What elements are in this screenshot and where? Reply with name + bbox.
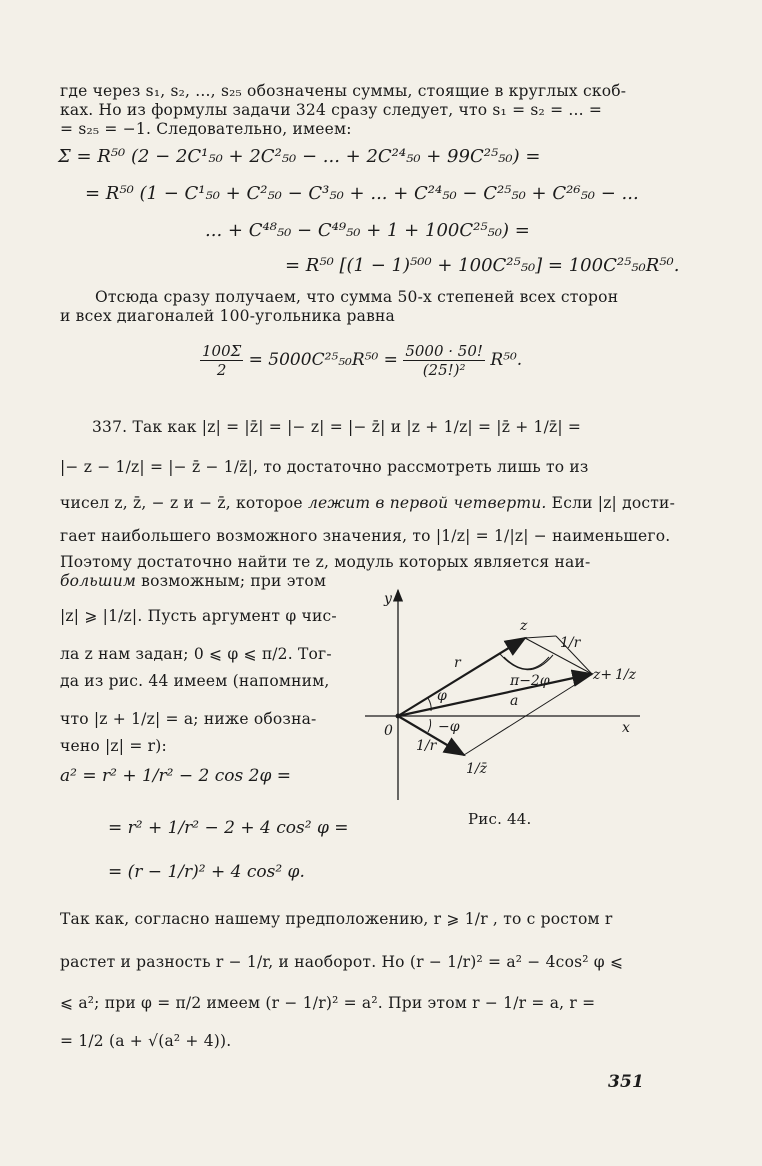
one-over-r-top-label: 1/r [560, 635, 581, 651]
one-over-zbar-label: 1/z̄ [466, 761, 487, 777]
origin-point [396, 714, 401, 719]
text-bottom-3: ⩽ a²; при φ = π/2 имеем (r − 1/r)² = a². При этом r − 1/r = a, r = [60, 994, 596, 1012]
text-paragraph-2: и всех диагоналей 100-угольника равна [60, 307, 395, 325]
problem-337-line-9: да из рис. 44 имеем (напомним, [60, 672, 330, 690]
problem-337-line-3: чисел z, z̄, − z и − z̄, которое лежит в первой четверти. Если |z| дости- [60, 494, 676, 512]
angle-arc-2 [504, 657, 549, 669]
text-bottom-1: Так как, согласно нашему предположению, r ⩾ 1/r , то с ростом r [60, 910, 613, 928]
fraction-2: $\frac{5000 \cdot 50!}{\text{(25!)²}}$ [405, 342, 483, 379]
equation-sum-3: ... + C⁴⁸₅₀ − C⁴⁹₅₀ + 1 + 100C²⁵₅₀) = [205, 220, 530, 241]
equation-result [200, 342, 522, 379]
equation-result-end: R⁵⁰. [490, 350, 523, 370]
text-bottom-2: растет и разность r − 1/r, и наоборот. Но (r − 1/r)² = a² − 4cos² φ ⩽ [60, 953, 624, 971]
one-over-r-bottom-label: 1/r [416, 738, 437, 754]
equation-a-squared-2: = r² + 1/r² − 2 + 4 cos² φ = [108, 818, 349, 838]
vector-z-plus [398, 674, 592, 716]
edge-top [525, 636, 556, 638]
problem-337-line-7: |z| ⩾ |1/z|. Пусть аргумент φ чис- [60, 607, 337, 625]
problem-337-line-2: |− z − 1/z| = |− z̄ − 1/z̄|, то достаточно рассмотреть лишь то из [60, 458, 589, 476]
phi-label: φ [437, 688, 447, 704]
figure-44 [360, 585, 650, 835]
equation-a-squared-3: = (r − 1/r)² + 4 cos² φ. [108, 862, 305, 882]
y-axis-label: y [384, 591, 392, 607]
page-number: 351 [608, 1072, 645, 1092]
angle-arc-1 [500, 654, 553, 670]
problem-337-line-11: чено |z| = r): [60, 737, 167, 755]
angle-label: π−2φ [510, 673, 550, 689]
problem-337-line-10: что |z + 1/z| = a; ниже обозна- [60, 710, 317, 728]
problem-337-line-6: большим возможным; при этом [60, 572, 327, 590]
text-line-1: где через s₁, s₂, ..., s₂₅ обозначены суммы, стоящие в круглых скоб- [60, 82, 627, 100]
problem-337-line-4: гает наибольшего возможного значения, то |1/z| = 1/|z| − наименьшего. [60, 527, 671, 545]
text-line-3: = s₂₅ = −1. Следовательно, имеем: [60, 120, 352, 138]
problem-337-line-5: Поэтому достаточно найти те z, модуль которых является наи- [60, 553, 591, 571]
text-line-2: ках. Но из формулы задачи 324 сразу следует, что s₁ = s₂ = ... = [60, 101, 603, 119]
one-over-z-plus-label: 1/z [615, 667, 636, 683]
problem-337-line-1: 337. Так как |z| = |z̄| = |− z| = |− z̄| и |z + 1/z| = |z̄ + 1/z̄| = [92, 418, 582, 436]
z-label: z [520, 618, 528, 634]
origin-label: 0 [384, 723, 393, 739]
x-axis-label: x [622, 720, 630, 736]
fraction-1: $\frac{100\Sigma}{2}$ [202, 342, 242, 379]
figure-caption: Рис. 44. [468, 810, 532, 828]
text-paragraph-1: Отсюда сразу получаем, что сумма 50-х степеней всех сторон [95, 288, 619, 306]
minus-phi-arc [428, 719, 431, 732]
equation-sum-4: = R⁵⁰ [(1 − 1)⁵⁰⁰ + 100C²⁵₅₀] = 100C²⁵₅₀R⁵⁰. [285, 255, 680, 276]
equation-sum-2: = R⁵⁰ (1 − C¹₅₀ + C²₅₀ − C³₅₀ + ... + C²⁴₅₀ − C²⁵₅₀ + C²⁶₅₀ − ... [85, 183, 639, 204]
equation-a-squared-1: a² = r² + 1/r² − 2 cos 2φ = [60, 766, 292, 786]
equation-result-mid: = 5000C²⁵₅₀R⁵⁰ = [248, 350, 398, 370]
minus-phi-label: −φ [438, 719, 460, 735]
equation-sum-1: Σ = R⁵⁰ (2 − 2C¹₅₀ + 2C²₅₀ − ... + 2C²⁴₅₀ + 99C²⁵₅₀) = [58, 146, 541, 167]
text-bottom-4: = 1/2 (a + √(a² + 4)). [60, 1032, 232, 1050]
z-plus-label: z+ [593, 667, 613, 683]
vector-z [398, 638, 525, 716]
problem-337-line-8: ла z нам задан; 0 ⩽ φ ⩽ π/2. Тог- [60, 645, 332, 663]
r-label: r [454, 655, 461, 671]
a-label: a [510, 693, 519, 709]
